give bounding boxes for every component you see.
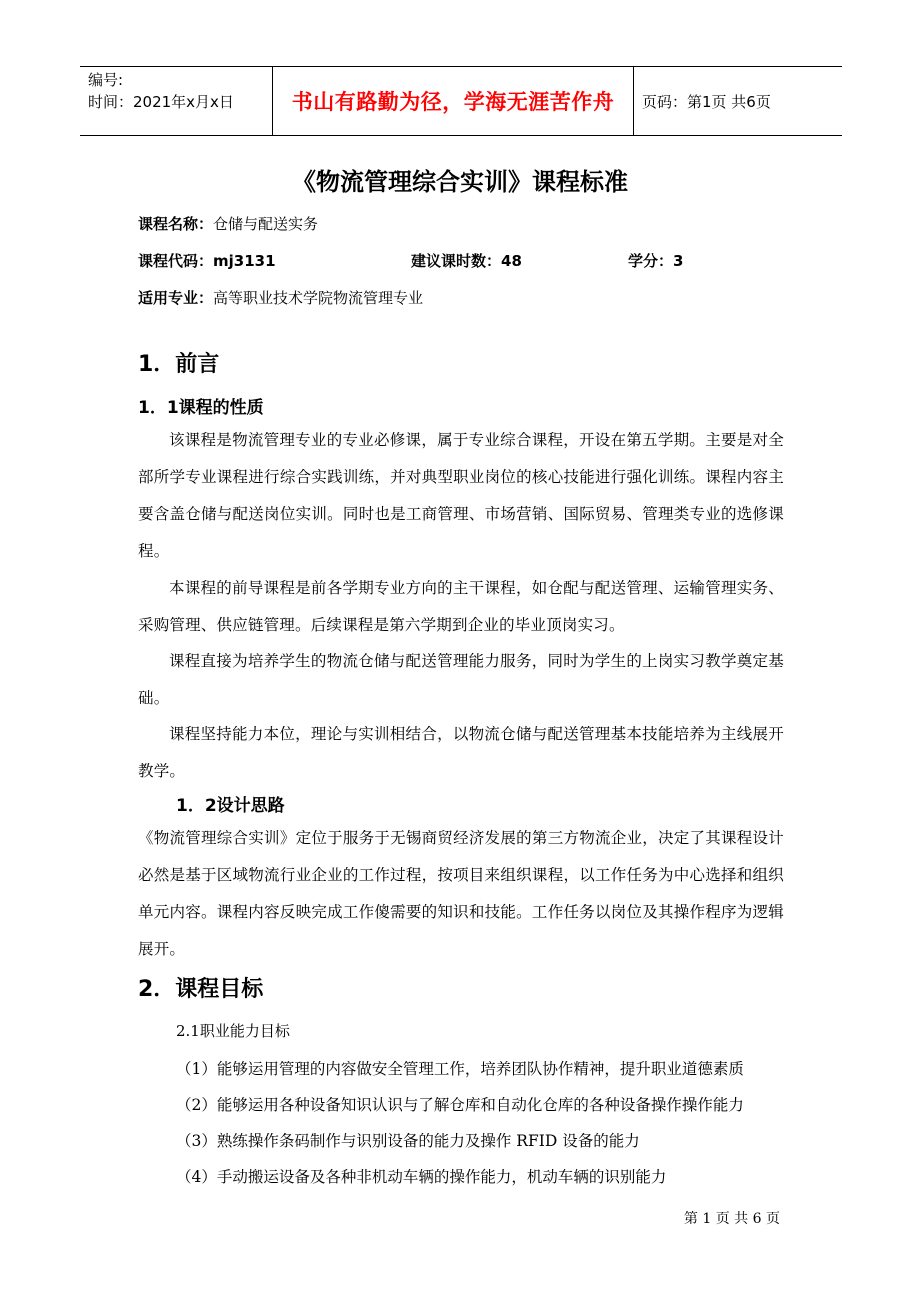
ability-item-2: （2）能够运用各种设备知识认识与了解仓库和自动化仓库的各种设备操作操作能力 [176, 1096, 744, 1114]
paragraph-course-nature: 该课程是物流管理专业的专业必修课，属于专业综合课程，开设在第五学期。主要是对全部所学专业课程进行综合实践训练，并对典型职业岗位的核心技能进行强化训练。课程内容主要含盖仓储与配送岗位实训。同时也是工商管理、市场营销、国际贸易、管理类专业的选修课程。 [138, 431, 784, 560]
course-name-label: 课程名称： [138, 215, 214, 233]
hours-row [411, 250, 522, 271]
credit-row [628, 250, 683, 271]
paragraph-course-service: 课程直接为培养学生的物流仓储与配送管理能力服务，同时为学生的上岗实习教学奠定基础。 [138, 652, 784, 707]
paragraph-prerequisites: 本课程的前导课程是前各学期专业方向的主干课程，如仓配与配送管理、运输管理实务、采购管理、供应链管理。后续课程是第六学期到企业的毕业顶岗实习。 [138, 579, 784, 634]
document-time-label: 时间：2021年x月x日 [88, 93, 234, 111]
course-code-label: 课程代码： [138, 252, 214, 270]
section-2-1-heading: 2.1职业能力目标 [176, 1022, 290, 1040]
header-meta [80, 67, 272, 135]
credit-label: 学分： [628, 252, 674, 270]
credit-value: 3 [673, 252, 684, 270]
paragraph-design-ideas: 《物流管理综合实训》定位于服务于无锡商贸经济发展的第三方物流企业，决定了其课程设计必然是基于区域物流行业企业的工作过程，按项目来组织课程，以工作任务为中心选择和组织单元内容。课程内容反映完成工作傻需要的知识和技能。工作任务以岗位及其操作程序为逻辑展开。 [138, 829, 784, 958]
major-value: 高等职业技术学院物流管理专业 [213, 289, 424, 307]
ability-item-4: （4）手动搬运设备及各种非机动车辆的操作能力，机动车辆的识别能力 [176, 1168, 667, 1186]
ability-item-1: （1）能够运用管理的内容做安全管理工作，培养团队协作精神，提升职业道德素质 [176, 1060, 744, 1078]
page-header [80, 66, 842, 136]
hours-label: 建议课时数： [411, 252, 502, 270]
section-2-heading: 2．课程目标 [138, 977, 264, 1002]
major-label: 适用专业： [138, 289, 214, 307]
paragraph-course-ability: 课程坚持能力本位，理论与实训相结合，以物流仓储与配送管理基本技能培养为主线展开教学。 [138, 725, 784, 780]
course-code-row [138, 250, 276, 271]
header-page-info: 页码：第1页 共6页 [642, 92, 771, 111]
document-number-label: 编号: [88, 71, 124, 89]
document-title: 《物流管理综合实训》课程标准 [292, 168, 628, 196]
course-name-row [138, 213, 318, 234]
hours-value: 48 [501, 252, 522, 270]
course-name-value: 仓储与配送实务 [213, 215, 319, 233]
header-motto: 书山有路勤为径，学海无涯苦作舟 [272, 67, 634, 135]
ability-item-3: （3）熟练操作条码制作与识别设备的能力及操作 RFID 设备的能力 [176, 1132, 640, 1150]
section-1-1-heading: 1．1课程的性质 [138, 398, 264, 418]
course-code-value: mj3131 [213, 252, 276, 270]
major-row [138, 287, 423, 308]
page-footer: 第 1 页 共 6 页 [683, 1211, 780, 1227]
section-1-heading: 1．前言 [138, 352, 220, 377]
section-1-2-heading: 1．2设计思路 [176, 796, 285, 816]
